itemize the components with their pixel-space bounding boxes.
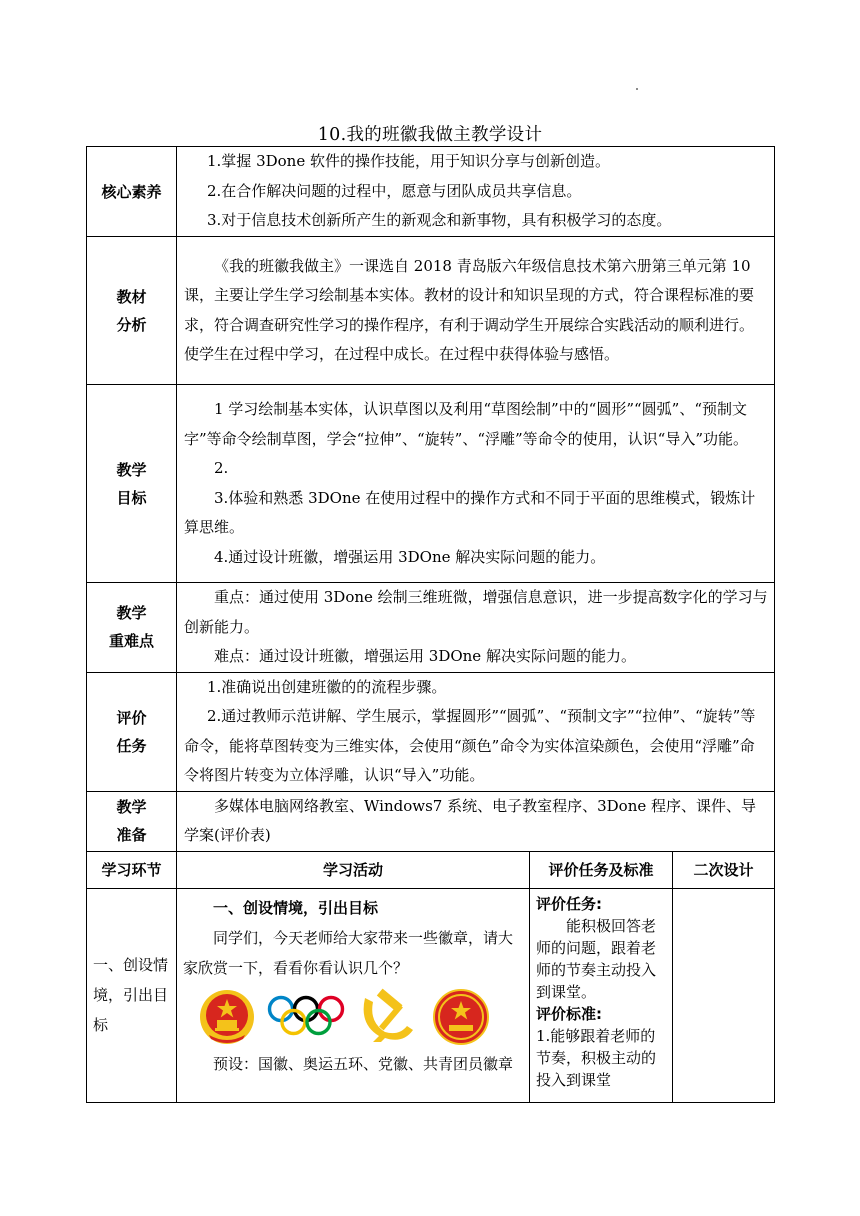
row-content [177,385,775,583]
row-core-literacy [87,147,775,237]
header-stage: 学习环节 [87,851,177,888]
row-label: 教学 重难点 [87,583,177,673]
stage-name: 一、创设情境，引出目标 [87,888,177,1102]
eval-standard-label: 评价标准: [536,1004,602,1023]
row-label: 评价 任务 [87,672,177,791]
content-line: 1 学习绘制基本实体，认识草图以及利用“草图绘制”中的“圆形”“圆弧”、“预制文字”等命令绘制草图，学会“拉伸”、“旋转”、“浮雕”等命令的使用，认识“导入”功能。 [184,400,749,448]
stage-second-design [673,888,775,1102]
emblem-images [197,987,523,1047]
header-evaluation: 评价任务及标准 [530,851,673,888]
content-line: 2. [214,459,229,477]
document-title: 10.我的班徽我做主教学设计 [317,125,543,145]
eval-standard-text: 1.能够跟着老师的节奏，积极主动的投入到课堂 [536,1026,657,1089]
lesson-plan-table [86,146,775,1103]
national-emblem-icon [197,987,257,1047]
content-line: 1.准确说出创建班徽的的流程步骤。 [207,677,447,696]
party-emblem-icon [355,988,421,1046]
row-content [177,583,775,673]
activity-preset: 预设：国徽、奥运五环、党徽、共青团员徽章 [213,1054,514,1073]
stage-activity [177,888,530,1102]
youth-league-emblem-icon [431,987,491,1047]
olympic-rings-icon [267,992,345,1042]
row-content [177,672,775,791]
content-line: 1.掌握 3Done 软件的操作技能，用于知识分享与创新创造。 [207,152,610,171]
stage-evaluation [530,888,673,1102]
content-line: 2.在合作解决问题的过程中，愿意与团队成员共享信息。 [207,181,582,200]
row-teaching-preparation [87,791,775,851]
stage-row-1 [87,888,775,1102]
row-label: 核心素养 [87,147,177,237]
row-content [177,147,775,237]
row-label: 教学 准备 [87,791,177,851]
activity-text: 同学们，今天老师给大家带来一些徽章，请大家欣赏一下，看看你看认识几个？ [183,928,514,977]
content-line: 4.通过设计班徽，增强运用 3DOne 解决实际问题的能力。 [214,547,606,566]
row-label: 教材 分析 [87,237,177,385]
eval-task-label: 评价任务: [536,894,602,913]
row-evaluation-tasks [87,672,775,791]
row-content [177,237,775,385]
page-dot [636,88,638,90]
row-label: 教学 目标 [87,385,177,583]
content-line: 难点：通过设计班徽，增强运用 3DOne 解决实际问题的能力。 [214,647,636,665]
content-line: 3.对于信息技术创新所产生的新观念和新事物，具有积极学习的态度。 [207,211,672,230]
content-line: 《我的班徽我做主》一课选自 2018 青岛版六年级信息技术第六册第三单元第 10 课，主要让学生学习绘制基本实体。教材的设计和知识呈现的方式，符合课程标准的要求，符合调查研究性学习的操作程序，有利于调动学生开展综合实践活动的顺利进行。使学生在过程中学习，在过程中成长。在过程中获得体验与感悟。 [184,256,755,363]
row-textbook-analysis [87,237,775,385]
row-key-difficult-points [87,583,775,673]
activity-heading: 一、创设情境，引出目标 [213,898,379,917]
content-line: 重点：通过使用 3Done 绘制三维班微，增强信息意识，进一步提高数字化的学习与创新能力。 [184,588,768,636]
header-second-design: 二次设计 [673,851,775,888]
table-header-row [87,851,775,888]
content-line: 2.通过教师示范讲解、学生展示，掌握圆形”“圆弧”、“预制文字”“拉伸”、“旋转”等命令，能将草图转变为三维实体，会使用“颜色”命令为实体渲染颜色，会使用“浮雕”命令将图片转变为立体浮雕，认识“导入”功能。 [184,707,756,784]
content-line: 3.体验和熟悉 3DOne 在使用过程中的操作方式和不同于平面的思维模式，锻炼计算思维。 [184,488,756,536]
row-teaching-goals [87,385,775,583]
row-content [177,791,775,851]
eval-task-text: 能积极回答老师的问题，跟着老师的节奏主动投入到课堂。 [536,916,657,1001]
header-activity: 学习活动 [177,851,530,888]
content-line: 多媒体电脑网络教室、Windows7 系统、电子教室程序、3Done 程序、课件、导学案(评价表) [184,796,757,844]
